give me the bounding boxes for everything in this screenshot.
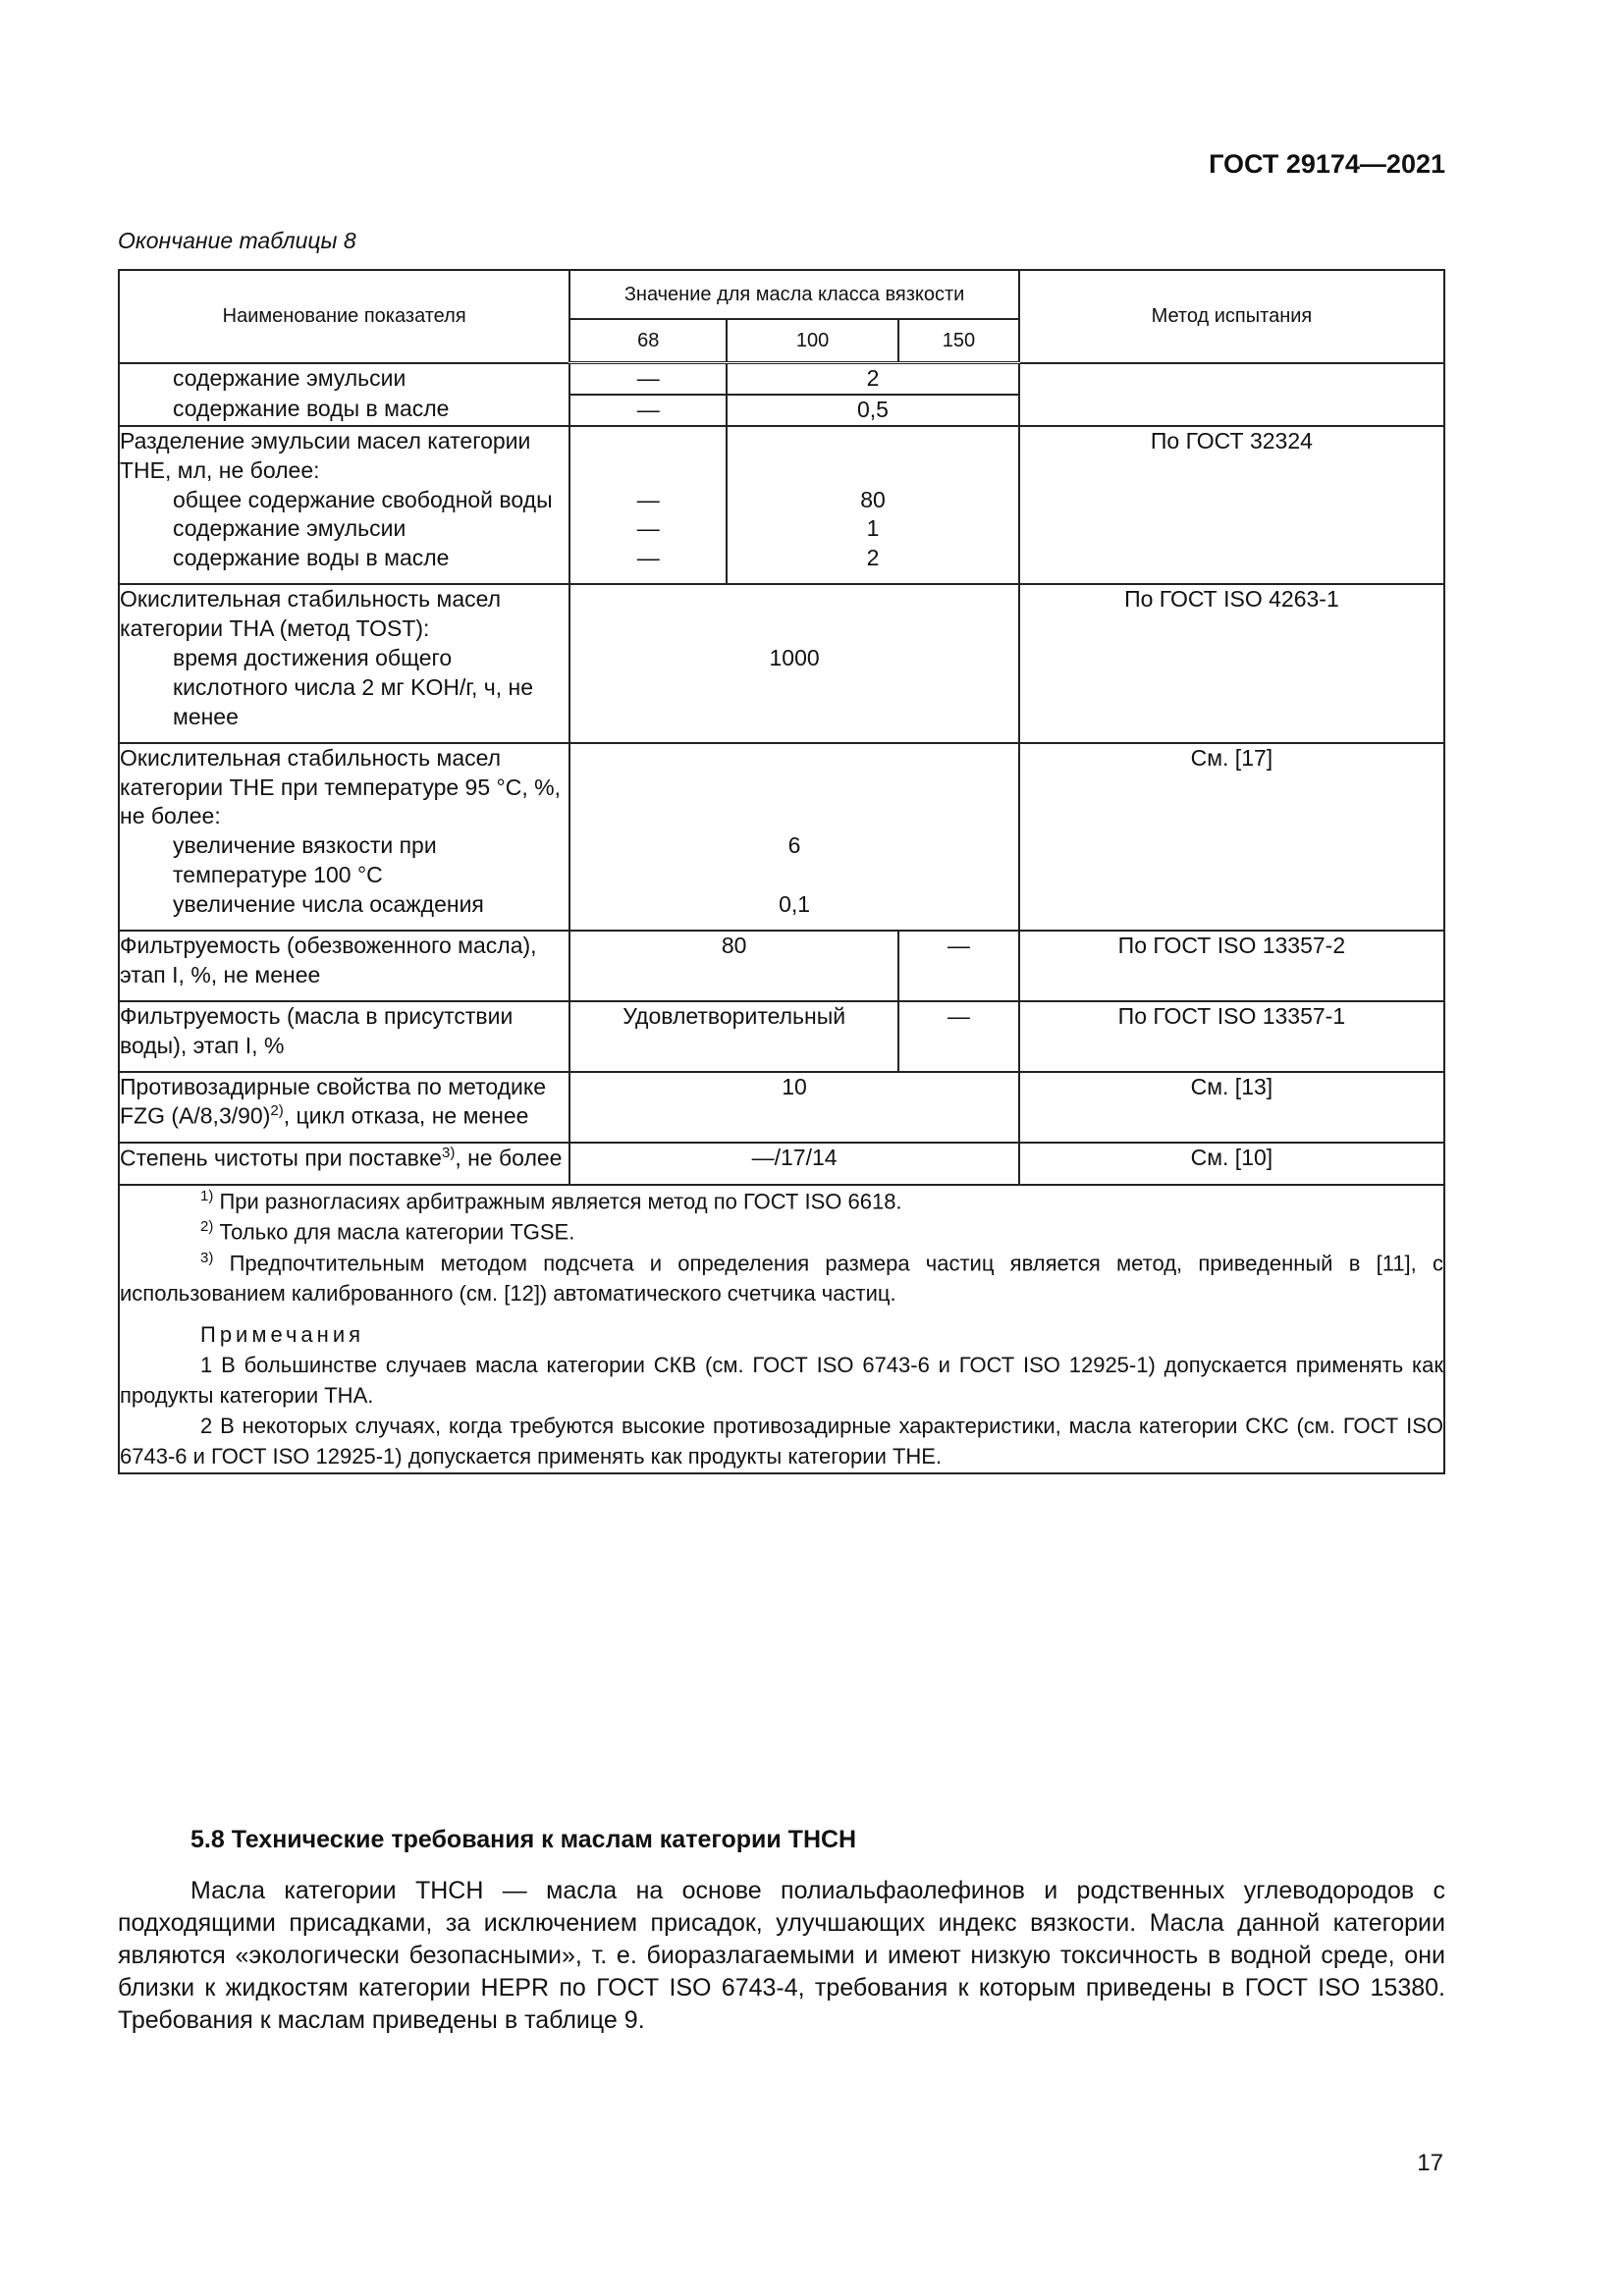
section-paragraph: Масла категории THCH — масла на основе полиальфаолефинов и родственных углеводородов с подходящими присадками, за исключением присадок, улучшающих индекс вязкости. Масла данной категории являются «экологически безопасными», т. е. биоразлагаемыми и имеют низкую токсичность в водной среде, они близки к жидкостям категории HEPR по ГОСТ ISO 6743-4, требования к которым приведены в ГОСТ ISO 15380. Требования к маслам приведены в таблице 9.: [118, 1877, 1445, 2034]
cell-v68-100: 80: [569, 931, 898, 1001]
cell-method: См. [13]: [1019, 1072, 1444, 1143]
cell-v100-150: 2: [727, 544, 1019, 584]
cell-value: 1000: [569, 644, 1018, 743]
cell-v68: —: [569, 395, 727, 426]
row-label: Фильтруемость (масла в присутствии воды), этап I, %: [119, 1001, 569, 1072]
row-label: Разделение эмульсии масел категории THE, мл, не более:: [119, 426, 569, 486]
header-method: Метод испытания: [1019, 270, 1444, 363]
row-label: увеличение вязкости при температуре 100 °С: [119, 831, 569, 890]
row-label: Противозадирные свойства по методике FZG $(А/8,3/90)^{2)}$, цикл отказа, не менее: [119, 1072, 569, 1143]
properties-table: [118, 269, 1445, 1474]
cell-value: 10: [569, 1072, 1018, 1143]
table-caption: Окончание таблицы 8: [118, 228, 356, 253]
row-label: общее содержание свободной воды: [119, 486, 569, 515]
row-label: содержание воды в масле: [119, 395, 569, 426]
table-footnotes: [119, 1185, 1444, 1473]
cell-v150: —: [898, 931, 1019, 1001]
header-v68: 68: [569, 319, 727, 363]
row-label: содержание эмульсии: [119, 514, 569, 544]
page-number: 17: [1417, 2150, 1443, 2176]
row-label: содержание воды в масле: [119, 544, 569, 584]
cell-value: —/17/14: [569, 1143, 1018, 1185]
cell-value: 0,1: [569, 890, 1018, 931]
header-value-group: Значение для масла класса вязкости: [569, 270, 1018, 319]
cell-method: По ГОСТ ISO 13357-1: [1019, 1001, 1444, 1072]
row-label: Окислительная стабильность масел категории THE при температуре 95 °С, %, не более:: [119, 743, 569, 832]
section-title: 5.8 Технические требования к маслам категории THCH: [190, 1826, 857, 1853]
footnote: $^{2)}$ Только для масла категории TGSE.: [200, 1218, 575, 1245]
cell-v100-150: 0,5: [727, 395, 1019, 426]
cell-method: По ГОСТ ISO 13357-2: [1019, 931, 1444, 1001]
table-row: [119, 1001, 1444, 1072]
header-v150: 150: [898, 319, 1019, 363]
header-v100: 100: [727, 319, 898, 363]
cell-v100-150: 2: [727, 363, 1019, 395]
cell-v100-150: 1: [727, 514, 1019, 544]
cell-value: 6: [569, 831, 1018, 890]
cell-v100-150: 80: [727, 486, 1019, 515]
footnote: $^{3)}$ Предпочтительным методом подсчета и определения размера частиц является метод, приведенный в [11], с использованием калиброванного (см. [12]) автоматического счетчика частиц.: [120, 1249, 1443, 1307]
row-label: Фильтруемость (обезвоженного масла), этап I, %, не менее: [119, 931, 569, 1001]
footnote: $^{1)}$ При разногласиях арбитражным является метод по ГОСТ ISO 6618.: [200, 1187, 902, 1213]
cell-v150: —: [898, 1001, 1019, 1072]
row-label: Окислительная стабильность масел категории THA (метод TOST):: [119, 584, 569, 644]
cell-v68: —: [569, 486, 727, 515]
cell-v68: —: [569, 514, 727, 544]
cell-v68-100: Удовлетворительный: [569, 1001, 898, 1072]
note: 1 В большинстве случаев масла категории СКВ (см. ГОСТ ISO 6743-6 и ГОСТ ISO 12925-1) допускается применять как продукты категории THA.: [120, 1352, 1443, 1408]
table-row: [119, 743, 1444, 832]
cell-method: По ГОСТ ISO 4263-1: [1019, 584, 1444, 742]
header-indicator: Наименование показателя: [119, 270, 569, 363]
cell-method-empty: [1019, 363, 1444, 426]
row-label: Степень чистоты при поставке$^{3)}$, не более: [119, 1143, 569, 1185]
cell-v68: —: [569, 544, 727, 584]
row-label: содержание эмульсии: [119, 363, 569, 395]
cell-v68: —: [569, 363, 727, 395]
cell-method: См. [17]: [1019, 743, 1444, 931]
table-row: [119, 1143, 1444, 1185]
notes-title: Примечания: [200, 1321, 365, 1347]
table-row: [119, 426, 1444, 486]
cell-method: См. [10]: [1019, 1143, 1444, 1185]
standard-code: ГОСТ 29174—2021: [1209, 149, 1445, 179]
row-label: увеличение числа осаждения: [119, 890, 569, 931]
table-row: [119, 931, 1444, 1001]
row-label: время достижения общего кислотного числа 2 мг KOH/г, ч, не менее: [119, 644, 569, 743]
cell-method: По ГОСТ 32324: [1019, 426, 1444, 584]
note: 2 В некоторых случаях, когда требуются высокие противозадирные характеристики, масла категории СКС (см. ГОСТ ISO 6743-6 и ГОСТ ISO 12925-1) допускается применять как продукты категории THE.: [120, 1414, 1443, 1469]
table-row: [119, 584, 1444, 644]
table-row: [119, 363, 1444, 395]
table-row: [119, 1072, 1444, 1143]
